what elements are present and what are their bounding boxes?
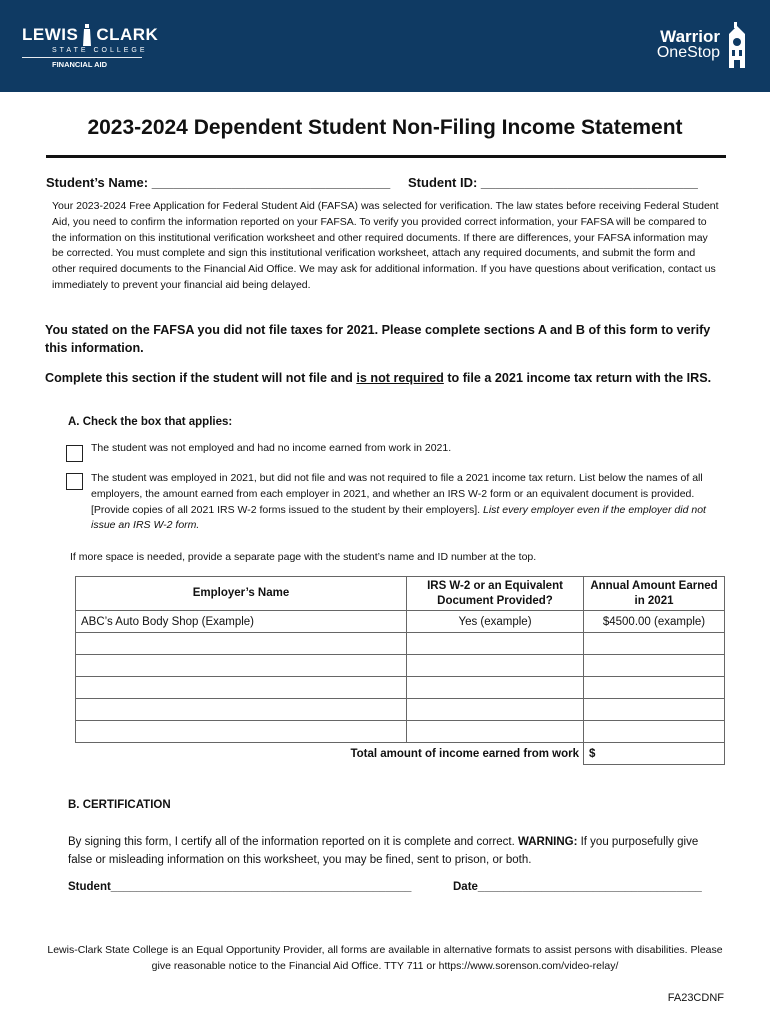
option-not-employed: The student was not employed and had no income earned from work in 2021. xyxy=(91,442,452,454)
table-total-row xyxy=(76,743,725,765)
warning-label: WARNING: xyxy=(517,836,578,848)
intro-paragraph: Your 2023-2024 Free Application for Federal Student Aid (FAFSA) was selected for verification. The law states before receiving Federal Student Aid, you need to confirm the information reported on your FAFSA. To verify you provided correct information, your FAFSA will be compared to the information on this institutional verification worksheet and other required documents. If there are differences, your FAFSA information may be corrected. You must complete and sign this institutional verification worksheet, attach any required documents, and submit the form and other required documents to the Financial Aid Office. We may ask for additional information. If you have questions about verification, contact us immediately to prevent your financial aid being delayed. xyxy=(52,200,719,291)
table-row-example xyxy=(76,611,725,633)
example-amount-cell: $4500.00 (example) xyxy=(584,611,725,633)
table-header-row xyxy=(76,577,725,611)
employer-cell[interactable] xyxy=(76,633,407,655)
w2-cell[interactable] xyxy=(407,699,584,721)
header-w2-provided: IRS W-2 or an Equivalent Document Provided? xyxy=(407,577,584,611)
option-employed-italic: List every employer even if the employer did not issue an IRS W-2 form. xyxy=(91,503,706,532)
header-annual-amount: Annual Amount Earned in 2021 xyxy=(584,577,725,611)
option-employed xyxy=(91,471,721,534)
employer-cell[interactable] xyxy=(76,677,407,699)
section-b-heading: B. CERTIFICATION xyxy=(68,799,171,811)
example-employer-cell: ABC’s Auto Body Shop (Example) xyxy=(76,611,407,633)
w2-cell[interactable] xyxy=(407,677,584,699)
logo-financial-aid: FINANCIAL AID xyxy=(52,60,107,69)
header-employer-name: Employer’s Name xyxy=(76,577,407,611)
certification-text xyxy=(68,833,708,869)
clock-tower-icon xyxy=(724,22,750,68)
certification-text-b: If you purposefully give false or misleading information on this worksheet, you may be fined, sent to prison, or both. xyxy=(68,836,699,866)
employer-cell[interactable] xyxy=(76,655,407,677)
instruction-part-1: Complete this section if the student will not file and xyxy=(45,371,357,385)
more-space-note: If more space is needed, provide a separate page with the student’s name and ID number at the top. xyxy=(70,551,537,563)
example-w2-cell: Yes (example) xyxy=(407,611,584,633)
lewis-clark-logo xyxy=(22,24,158,69)
checkbox-employed[interactable] xyxy=(66,473,83,490)
table-row[interactable] xyxy=(76,677,725,699)
page-header xyxy=(0,0,770,92)
warrior-onestop-logo xyxy=(657,22,750,68)
form-code: FA23CDNF xyxy=(667,992,724,1004)
total-amount-cell[interactable]: $ xyxy=(584,743,725,765)
logo-state-college: STATE COLLEGE xyxy=(52,47,148,54)
section-a-heading: A. Check the box that applies: xyxy=(68,416,233,428)
date-line[interactable]: Date___________________________________ xyxy=(453,881,702,893)
student-signature-line[interactable]: Student_______________________________________________ xyxy=(68,881,412,893)
amount-cell[interactable] xyxy=(584,721,725,743)
page-title: 2023-2024 Dependent Student Non-Filing Income Statement xyxy=(87,116,683,139)
employer-cell[interactable] xyxy=(76,721,407,743)
total-label: Total amount of income earned from work xyxy=(350,747,579,760)
option-employed-text: The student was employed in 2021, but did not file and was not required to file a 2021 income tax return. List below the names of all employers, the amount earned from each employer in 2021, and whether an IRS W-2 form or an equivalent document is provided. [Provide copies of all 2021 IRS W-2 forms issued to the student by their employers]. xyxy=(91,472,703,516)
logo-onestop-text: OneStop xyxy=(656,44,720,62)
amount-cell[interactable] xyxy=(584,655,725,677)
student-name-field[interactable]: Student’s Name: _________________________________ xyxy=(46,175,391,190)
instruction-not-required: is not required xyxy=(356,371,444,385)
instruction-part-2: to file a 2021 income tax return with the IRS. xyxy=(443,371,712,385)
logo-divider xyxy=(22,57,142,58)
lighthouse-icon xyxy=(81,24,93,46)
table-row[interactable] xyxy=(76,633,725,655)
amount-cell[interactable] xyxy=(584,633,725,655)
table-row[interactable] xyxy=(76,699,725,721)
employer-table xyxy=(75,576,725,765)
logo-clark-text: CLARK xyxy=(96,25,159,44)
checkbox-not-employed[interactable] xyxy=(66,445,83,462)
footer-note: Lewis-Clark State College is an Equal Opportunity Provider, all forms are available in alternative formats to assist persons with disabilities. Please give reasonable notice to the Financial Aid Office. TTY 711 or https://www.sorenson.com/video-relay/ xyxy=(47,944,723,972)
logo-warrior-text: Warrior xyxy=(660,27,720,47)
w2-cell[interactable] xyxy=(407,655,584,677)
employer-cell[interactable] xyxy=(76,699,407,721)
table-row[interactable] xyxy=(76,655,725,677)
certification-text-a: By signing this form, I certify all of the information reported on it is complete and correct. xyxy=(68,836,518,848)
w2-cell[interactable] xyxy=(407,633,584,655)
title-rule xyxy=(46,155,726,158)
amount-cell[interactable] xyxy=(584,677,725,699)
amount-cell[interactable] xyxy=(584,699,725,721)
fafsa-statement: You stated on the FAFSA you did not file taxes for 2021. Please complete sections A and B of this form to verify this information. xyxy=(45,323,711,355)
complete-section-instruction xyxy=(45,369,730,387)
w2-cell[interactable] xyxy=(407,721,584,743)
student-id-field[interactable]: Student ID: ______________________________ xyxy=(408,175,698,190)
table-row[interactable] xyxy=(76,721,725,743)
logo-lewis-text: LEWIS xyxy=(22,25,79,44)
